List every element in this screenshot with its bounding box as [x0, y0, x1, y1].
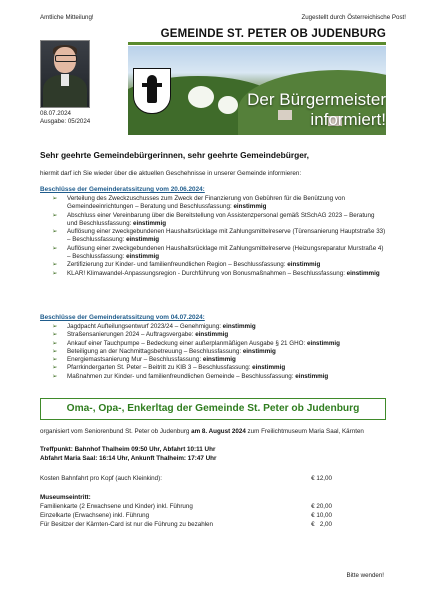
- price-value: € 20,00: [311, 503, 332, 510]
- salutation: Sehr geehrte Gemeindebürgerinnen, sehr geehrte Gemeindebürger,: [40, 150, 310, 160]
- list-item: [40, 270, 386, 278]
- event-desc-location: zum Freilichtmuseum Maria Saal, Kärnten: [245, 428, 364, 435]
- list-item: [40, 261, 386, 269]
- postal-note: Zugestellt durch Österreichische Post!: [301, 14, 406, 21]
- arrow-bullet-icon: ➢: [52, 323, 58, 330]
- vote-result: einstimmig: [295, 372, 329, 380]
- vote-result: einstimmig: [233, 203, 267, 211]
- vote-result: einstimmig: [126, 236, 160, 244]
- banner-divider: [128, 42, 386, 45]
- vote-result: einstimmig: [126, 253, 160, 261]
- turn-over-note: Bitte wenden!: [346, 572, 384, 579]
- arrow-bullet-icon: ➢: [52, 195, 58, 202]
- vote-result: einstimmig: [222, 323, 256, 330]
- item-text: Auflösung einer zweckgebundenen Haushaltsrücklage mit Zahlungsmittelreserve (Heizungsreparatur Murstraße 4) – Beschlussfassung:: [67, 244, 384, 261]
- item-text: KLAR! Klimawandel-Anpassungsregion - Durchführung von Bonusmaßnahmen – Beschlussfassung:: [67, 269, 347, 277]
- list-item: [40, 195, 386, 212]
- municipality-title: GEMEINDE ST. PETER OB JUDENBURG: [160, 28, 386, 40]
- list-item: [40, 356, 386, 364]
- list-item: [40, 212, 386, 229]
- item-text: Zertifizierung zur Kinder- und familienfreundlichen Region – Beschlussfassung:: [67, 261, 288, 269]
- meeting-point: Treffpunkt: Bahnhof Thalheim 09:50 Uhr, Abfahrt 10:11 Uhr: [40, 446, 216, 453]
- banner-line-1: Der Bürgermeister: [247, 90, 386, 109]
- list-item: [40, 245, 386, 262]
- bus-cost-value: € 12,00: [311, 475, 332, 482]
- vote-result: einstimmig: [195, 331, 229, 339]
- return-times: Abfahrt Maria Saal: 16:14 Uhr, Ankunft Thalheim: 17:47 Uhr: [40, 455, 217, 462]
- mayor-photo: [40, 40, 90, 108]
- item-text: Jagdpacht Aufteilungsentwurf 2023/24 – Genehmigung:: [67, 323, 223, 330]
- resolutions-list-2: [40, 323, 386, 381]
- price-label: Familienkarte (2 Erwachsene und Kinder) inkl. Führung: [40, 503, 193, 510]
- item-text: Verteilung des Zweckzuschusses zum Zweck der Finanzierung von Gebühren für die Benützung von Gemeindeeinrichtungen – Beratung und Beschlussfassung:: [67, 195, 345, 211]
- official-notice: Amtliche Mitteilung!: [40, 14, 94, 21]
- list-item: [40, 228, 386, 245]
- arrow-bullet-icon: ➢: [52, 228, 58, 236]
- item-text: Maßnahmen zur Kinder- und familienfreundlichen Gemeinde – Beschlussfassung:: [67, 372, 296, 380]
- arrow-bullet-icon: ➢: [52, 261, 58, 269]
- arrow-bullet-icon: ➢: [52, 244, 58, 252]
- arrow-bullet-icon: ➢: [52, 372, 58, 380]
- bus-cost-label: Kosten Bahnfahrt pro Kopf (auch Kleinkind):: [40, 475, 162, 482]
- arrow-bullet-icon: ➢: [52, 339, 58, 347]
- banner-heading: [220, 90, 386, 130]
- list-item: [40, 331, 386, 339]
- item-text: Pfarrkindergarten St. Peter – Beitritt zu KIB 3 – Beschlussfassung:: [67, 364, 253, 372]
- item-text: Energiemastsanierung Mur – Beschlussfassung:: [67, 356, 203, 364]
- list-item: [40, 340, 386, 348]
- landscape-image: [128, 46, 386, 135]
- item-text: Abschluss einer Vereinbarung über die Bereitstellung von Assistenzpersonal gemäß StSchAG 2023 – Beratung und Beschlussfassung:: [67, 211, 375, 227]
- vote-result: einstimmig: [306, 339, 340, 347]
- list-item: [40, 373, 386, 381]
- arrow-bullet-icon: ➢: [52, 347, 58, 355]
- section-heading-20-06: Beschlüsse der Gemeinderatssitzung vom 20.06.2024:: [40, 186, 205, 193]
- coat-of-arms-icon: [133, 68, 171, 114]
- arrow-bullet-icon: ➢: [52, 364, 58, 372]
- vote-result: einstimmig: [133, 219, 167, 227]
- arrow-bullet-icon: ➢: [52, 331, 58, 339]
- price-value: € 10,00: [311, 512, 332, 519]
- issue-number: Ausgabe: 05/2024: [40, 118, 91, 125]
- vote-result: einstimmig: [287, 261, 321, 269]
- section-heading-04-07: Beschlüsse der Gemeinderatssitzung vom 04.07.2024:: [40, 314, 205, 321]
- price-label: Einzelkarte (Erwachsene) inkl. Führung: [40, 512, 150, 519]
- event-desc-text: organisiert vom Seniorenbund St. Peter ob Judenburg: [40, 428, 192, 435]
- arrow-bullet-icon: ➢: [52, 211, 58, 219]
- banner-line-2: informiert!: [310, 110, 386, 129]
- vote-result: einstimmig: [202, 356, 236, 364]
- vote-result: einstimmig: [252, 364, 286, 372]
- arrow-bullet-icon: ➢: [52, 269, 58, 277]
- list-item: [40, 348, 386, 356]
- intro-text: hiermit darf ich Sie wieder über die aktuellen Geschehnisse in unserer Gemeinde informieren:: [40, 170, 302, 177]
- event-description: [40, 428, 385, 436]
- price-value: € 2,00: [311, 521, 332, 528]
- list-item: [40, 364, 386, 372]
- vote-result: einstimmig: [242, 347, 276, 355]
- issue-date: 08.07.2024: [40, 110, 71, 117]
- item-text: Auflösung einer zweckgebundenen Haushaltsrücklage mit Zahlungsmittelreserve (Türensanierung Hauptstraße 33) – Beschlussfassung:: [67, 228, 386, 244]
- event-date: am 8. August 2024: [191, 428, 246, 435]
- price-label: Für Besitzer der Kärnten-Card ist nur die Führung zu bezahlen: [40, 521, 214, 528]
- item-text: Ankauf einer Tauchpumpe – Bedeckung einer außerplanmäßigen Ausgabe § 21 GHO:: [67, 339, 307, 347]
- event-banner: Oma-, Opa-, Enkerltag der Gemeinde St. Peter ob Judenburg: [40, 398, 386, 420]
- header-banner: [128, 26, 386, 135]
- arrow-bullet-icon: ➢: [52, 356, 58, 364]
- museum-heading: Museumseintritt:: [40, 494, 91, 501]
- item-text: Straßensanierungen 2024 – Auftragsvergabe:: [67, 331, 196, 339]
- item-text: Beteiligung an der Nachmittagsbetreuung – Beschlussfassung:: [67, 347, 243, 355]
- vote-result: einstimmig: [346, 269, 380, 277]
- list-item: [40, 323, 386, 331]
- resolutions-list-1: [40, 195, 386, 278]
